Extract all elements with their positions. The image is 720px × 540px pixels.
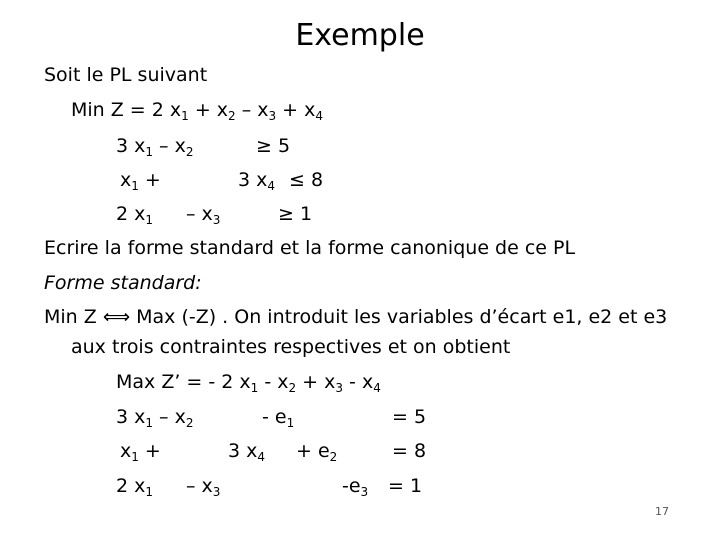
constraint-3-sub-a: 1 (145, 213, 154, 227)
constraint-2-sub-c: 4 (267, 179, 276, 193)
constraint-3-lhs (116, 202, 153, 226)
constraint-2-rel: ≤ 8 (289, 169, 324, 191)
std-constraint-3-lhs (116, 474, 153, 498)
constraint-1-term-a: 3 x (116, 135, 146, 157)
std-constraint-1-term-a: 3 x (116, 406, 146, 428)
std-constraint-1-slack (262, 405, 294, 429)
constraint-3-term-b: – x (186, 203, 213, 225)
std-constraint-2-slack-term: + e (296, 440, 330, 462)
constraint-3-term-a: 2 x (116, 203, 146, 225)
constraint-2-sub-a: 1 (131, 179, 139, 193)
objective-sub-4: 4 (315, 109, 324, 123)
constraint-1-sub-a: 1 (145, 145, 154, 159)
equivalence-line (44, 305, 667, 329)
objective-term-4: + x (276, 99, 316, 121)
objective-term-3: – x (235, 99, 269, 121)
std-constraint-2-slack-sub: 2 (329, 450, 338, 464)
std-constraint-1-term-b: – x (153, 406, 186, 428)
std-constraint-2-sub-a: 1 (131, 450, 139, 464)
constraint-2-term-a: x (120, 169, 132, 191)
std-constraint-2-slack (296, 439, 337, 463)
std-constraint-1-eq: = 5 (392, 406, 427, 428)
std-constraint-2-plus: + (138, 440, 161, 462)
std-constraint-2-sub-c: 4 (257, 450, 266, 464)
constraint-3-rel: ≥ 1 (278, 203, 313, 225)
objective-sub-2: 2 (228, 109, 236, 123)
constraint-2-term-c: 3 x (238, 169, 268, 191)
constraint-2-plus: + (138, 169, 161, 191)
slide-title (0, 18, 720, 53)
std-objective-sub-3: 3 (335, 381, 344, 395)
std-objective-term-3: + x (296, 371, 336, 393)
std-objective-sub-4: 4 (373, 381, 381, 395)
std-constraint-3-sub-a: 1 (145, 485, 154, 499)
std-constraint-2-mid (228, 439, 265, 463)
std-constraint-3-mid (186, 474, 220, 498)
constraint-1-lhs (116, 134, 193, 158)
constraint-2-lhs (120, 168, 161, 192)
std-constraint-1-slack-sub: 1 (286, 416, 295, 430)
constraint-1-rel: ≥ 5 (256, 135, 291, 157)
standard-heading: Forme standard: (44, 272, 202, 294)
std-constraint-2-eq: = 8 (392, 440, 427, 462)
std-constraint-2-term-a: x (120, 440, 132, 462)
equivalence-left: Min Z (44, 306, 97, 328)
double-arrow-icon: ⟺ (102, 306, 131, 328)
std-constraint-3-eq: = 1 (388, 475, 423, 497)
constraint-1-term-b: – x (153, 135, 186, 157)
objective-term-2: + x (188, 99, 229, 121)
std-constraint-2-term-c: 3 x (228, 440, 258, 462)
constraint-2-mid (238, 168, 275, 192)
page-number: 17 (655, 505, 669, 518)
std-objective-lead: Max Z’ = - 2 x (116, 371, 251, 393)
std-objective-sub-2: 2 (288, 381, 297, 395)
std-constraint-3-sub-b: 3 (212, 485, 221, 499)
std-constraint-3-term-a: 2 x (116, 475, 146, 497)
constraint-3-mid (186, 202, 220, 226)
std-constraint-3-slack (342, 474, 368, 498)
std-objective-term-2: - x (258, 371, 289, 393)
std-constraint-3-slack-term: -e (342, 475, 361, 497)
slide-title-text: Exemple (295, 18, 425, 53)
equivalence-right: Max (-Z) . On introduit les variables d’écart e1, e2 et e3 (136, 306, 668, 328)
objective-sub-3: 3 (268, 109, 277, 123)
std-constraint-3-slack-sub: 3 (360, 485, 369, 499)
std-objective-sub-1: 1 (250, 381, 259, 395)
std-constraint-3-term-b: – x (186, 475, 213, 497)
objective-sub-1: 1 (181, 109, 189, 123)
equivalence-continuation: aux trois contraintes respectives et on obtient (71, 336, 511, 358)
constraint-1-sub-b: 2 (185, 145, 194, 159)
std-objective-term-4: - x (343, 371, 374, 393)
constraint-3-sub-b: 3 (212, 213, 221, 227)
std-constraint-2-lhs (120, 439, 161, 463)
std-constraint-1-sub-a: 1 (145, 416, 154, 430)
objective-lead: Min Z = 2 x (71, 99, 182, 121)
std-objective-line (116, 370, 381, 394)
objective-line (71, 98, 323, 122)
std-constraint-1-sub-b: 2 (185, 416, 194, 430)
std-constraint-1-lhs (116, 405, 193, 429)
intro-line: Soit le PL suivant (44, 64, 208, 86)
std-constraint-1-slack-term: - e (262, 406, 287, 428)
instruction-line: Ecrire la forme standard et la forme canonique de ce PL (44, 237, 576, 259)
